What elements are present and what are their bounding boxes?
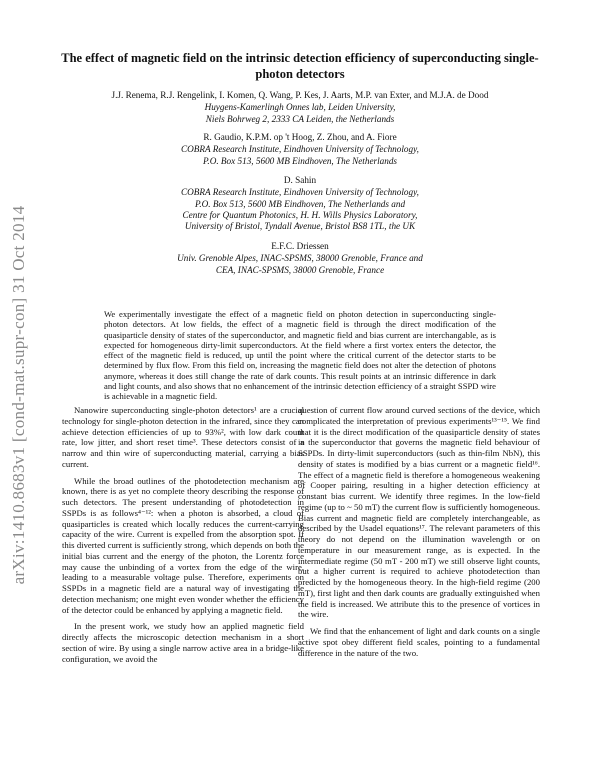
affiliation-line: COBRA Research Institute, Eindhoven University of Technology, xyxy=(181,144,419,155)
paragraph: In the present work, we study how an applied magnetic field directly affects the microscopic detection mechanism in a short section of wire. By using a single narrow active area in a bridge-like configuration, we avoid the xyxy=(62,621,304,664)
abstract: We experimentally investigate the effect of a magnetic field on photon detection in superconducting single-photon detectors. At low fields, the effect of a magnetic field is through the direct modification of the quasiparticle density of states of the superconductor, and magnetic field and bias current are interchangable, as is expected for homogeneous dirty-limit superconductors. At the field where a first vortex enters the detector, the effect of the magnetic field is reduced, up until the point where the critical current of the detector starts to be determined by flux flow. From this field on, increasing the magnetic field does not alter the detection of photons anymore, whereas it does still change the rate of dark counts. This result points at an intrinsic difference in dark and light counts, and also shows that no enhancement of the intrinsic detection efficiency of a straight SSPD wire is achievable in a magnetic field. xyxy=(104,309,496,402)
paragraph: Nanowire superconducting single-photon detectors¹ are a crucial technology for single-photon detection in the infrared, since they can achieve detection efficiencies of up to 93%², with low dark count rate, low jitter, and short reset time³. These detectors consist of a narrow and thin wire of superconducting material, carrying a bias current. xyxy=(62,405,304,469)
affiliation-line: CEA, INAC-SPSMS, 38000 Grenoble, France xyxy=(215,264,385,275)
author-group-1 xyxy=(60,90,540,125)
author-group-4 xyxy=(60,241,540,276)
affiliation-line: Huygens-Kamerlingh Onnes lab, Leiden University, xyxy=(204,102,396,113)
arxiv-identifier: arXiv:1410.8683v1 [cond-mat.supr-con] 31 Oct 2014 xyxy=(9,205,28,585)
affiliation-line: Centre for Quantum Photonics, H. H. Wills Physics Laboratory, xyxy=(182,209,418,220)
paragraph: question of current flow around curved sections of the device, which complicated the interpretation of previous experiments¹³⁻¹⁵. We find that it is the direct modification of the quasiparticle density of states in the superconductor that governs the magnetic field behaviour of SSPDs. In dirty-limit superconductors (such as thin-film NbN), this density of states is modified by a bias current or a magnetic field¹⁶. The effect of a magnetic field is therefore a homogeneous weakening of Cooper pairing, resulting in a higher detection efficiency at constant bias current. We identify three regimes. In the low-field regime (up to ~ 50 mT) the current flow is sufficiently homogeneous. Bias current and magnetic field are completely interchangeable, as described by the Usadel equations¹⁷. The relevant parameters of this theory do not depend on the illumination wavelength or on temperature in our measurement range, as is expected. In the intermediate regime (50 mT - 200 mT) we still observe light counts, but a higher current is required to achieve photodetection than predicted by the homogeneous theory. In the high-field regime (200 mT), first light and then dark counts are gradually extinguished when the field is increased. We attribute this to the presence of vortices in the wire. xyxy=(298,405,540,620)
author-names: E.F.C. Driessen xyxy=(271,241,329,251)
author-group-3 xyxy=(60,175,540,232)
affiliation-line: P.O. Box 513, 5600 MB Eindhoven, The Netherlands and xyxy=(194,198,406,209)
affiliation-line: University of Bristol, Tyndall Avenue, Bristol BS8 1TL, the UK xyxy=(184,221,416,232)
affiliation-line: Niels Bohrweg 2, 2333 CA Leiden, the Netherlands xyxy=(205,113,395,124)
author-group-2 xyxy=(60,132,540,167)
author-names: J.J. Renema, R.J. Rengelink, I. Komen, Q. Wang, P. Kes, J. Aarts, M.P. van Exter, and M.J.A. de Dood xyxy=(111,90,489,100)
author-names: R. Gaudio, K.P.M. op 't Hoog, Z. Zhou, and A. Fiore xyxy=(203,132,397,142)
affiliation-line: Univ. Grenoble Alpes, INAC-SPSMS, 38000 Grenoble, France and xyxy=(177,253,423,264)
paragraph: While the broad outlines of the photodetection mechanism are known, there is as yet no complete theory describing the response of such detectors. The present understanding of photodetection in SSPDs is as follows⁴⁻¹²: when a photon is absorbed, a cloud of quasiparticles is created which locally reduces the current-carrying capacity of the wire. Current is expelled from the absorption spot. If this diverted current is sufficiently strong, which depends on both the initial bias current and the energy of the photon, the Lorentz force may cause the unbinding of a vortex from the edge of the wire, leading to a measurable voltage pulse. Therefore, experiments on SSPDs in a magnetic field are a natural way of investigating the detection mechanism; one might even wonder whether the efficiency of the detector could be enhanced by applying a magnetic field. xyxy=(62,475,304,615)
body-column-right xyxy=(298,405,540,664)
paragraph: We find that the enhancement of light and dark counts on a single active spot obey different field scales, pointing to a fundamental difference in the nature of the two. xyxy=(298,626,540,658)
paper-title: The effect of magnetic field on the intrinsic detection efficiency of superconducting single-photon detectors xyxy=(61,51,539,81)
affiliation-line: P.O. Box 513, 5600 MB Eindhoven, The Netherlands xyxy=(202,155,398,166)
author-names: D. Sahin xyxy=(283,175,317,185)
affiliation-line: COBRA Research Institute, Eindhoven University of Technology, xyxy=(181,187,419,198)
body-column-left xyxy=(62,405,304,670)
